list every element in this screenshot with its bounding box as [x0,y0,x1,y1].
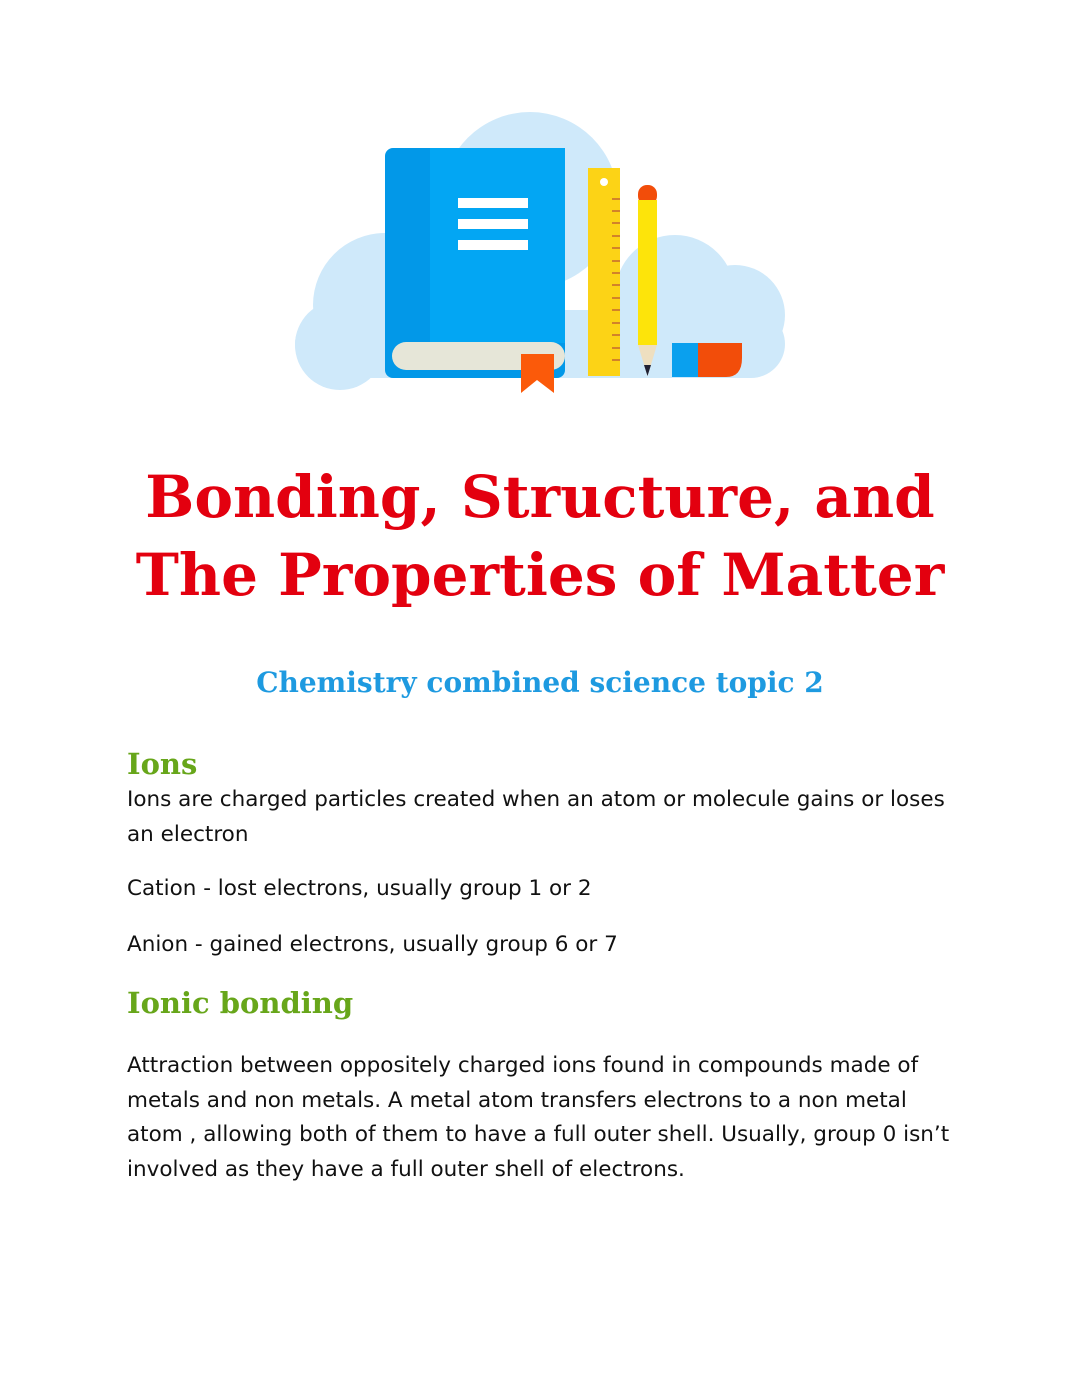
bookmark-icon [521,354,554,393]
cation-definition: Cation - lost electrons, usually group 1 or 2 [127,876,592,901]
book-ruler-pencil-illustration [290,110,790,400]
title-line-2: The Properties of Matter [135,541,945,609]
section-heading-ionic-bonding: Ionic bonding [127,986,354,1020]
eraser-icon [672,343,742,377]
title-line-1: Bonding, Structure, and [145,463,935,531]
section-heading-ions: Ions [127,747,198,781]
document-subtitle: Chemistry combined science topic 2 [256,666,824,699]
pencil-icon [638,185,657,376]
anion-definition: Anion - gained electrons, usually group 6 or 7 [127,932,618,957]
ionic-bonding-paragraph: Attraction between oppositely charged ions found in compounds made of metals and non metals. A metal atom transfers electrons to a non metal atom , allowing both of them to have a full outer shell. Usually, group 0 isn’t involved as they have a full outer shell of electrons. [127,1053,950,1182]
ions-definition: Ions are charged particles created when an atom or molecule gains or loses an electron [127,787,945,847]
ruler-icon [588,168,620,376]
book-icon [385,148,565,393]
document-title [0,458,1080,614]
